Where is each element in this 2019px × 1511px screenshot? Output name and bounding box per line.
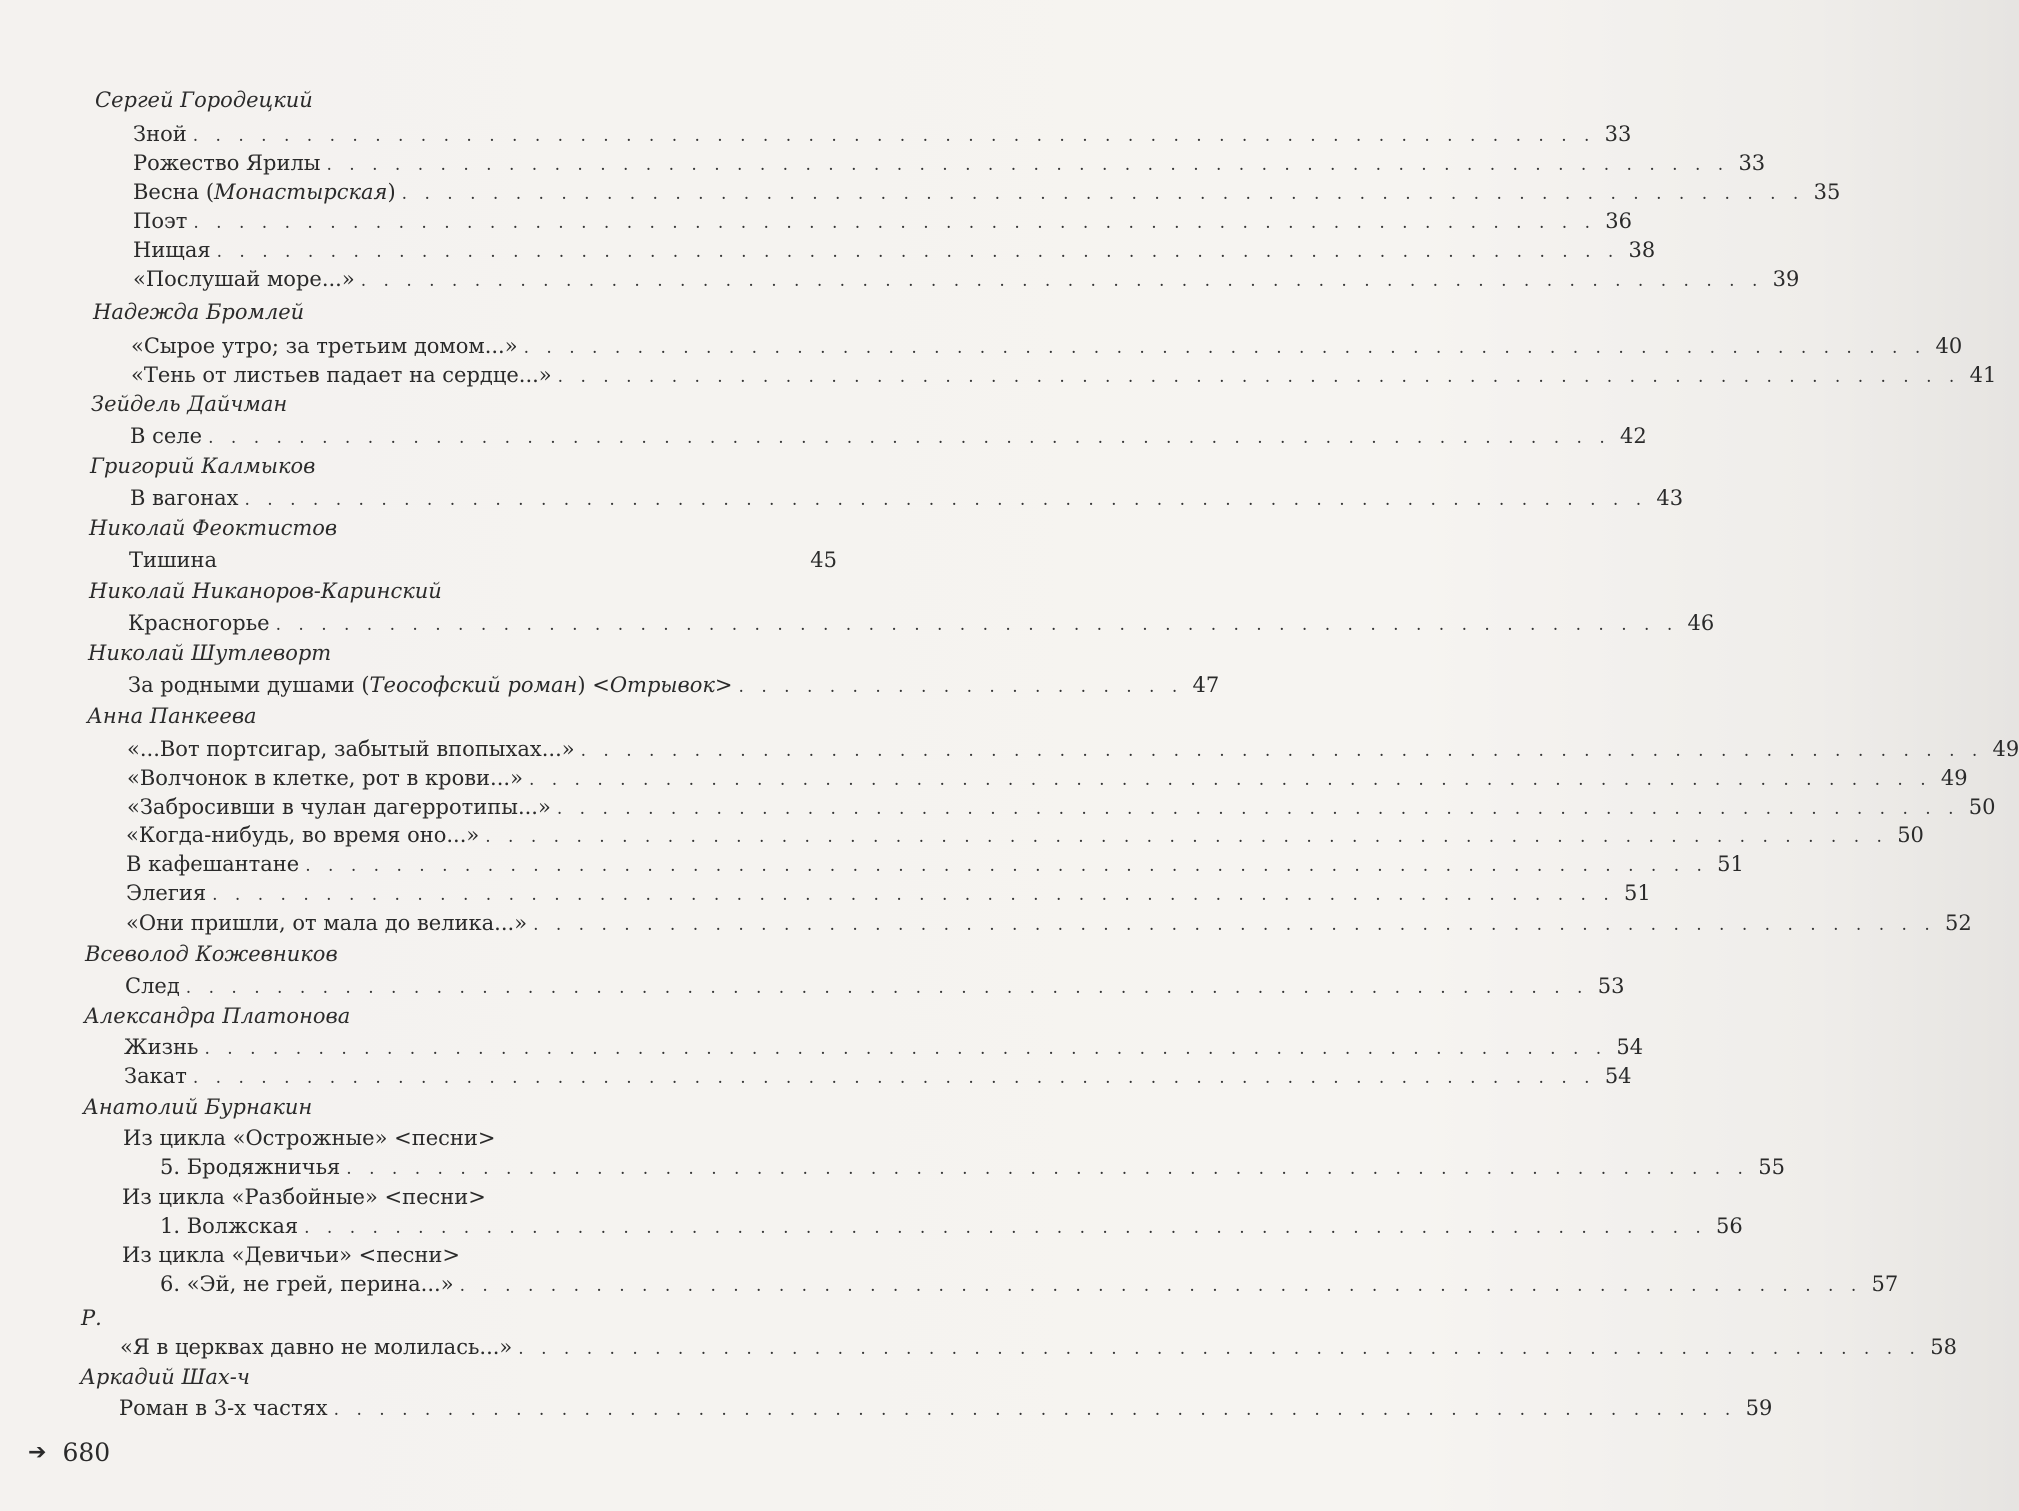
entry-title: Закат	[124, 1064, 187, 1088]
toc-entry	[130, 424, 1647, 448]
entry-title: «Забросивши в чулан дагерротипы...»	[127, 795, 551, 819]
entry-title: Рожество Ярилы	[133, 151, 321, 175]
toc-entry	[129, 548, 837, 572]
entry-page: 57	[1871, 1272, 1899, 1296]
entry-title: 1. Волжская	[160, 1214, 299, 1238]
author-heading: Александра Платонова	[84, 1004, 351, 1028]
dot-leader: . . . . . . . . . . . . . . . . . . . . . . . . . . . . . . . . . . . . . . . . . . . . . . . . . . . . . . . . . . . . . .	[305, 856, 1708, 876]
author-heading: Николай Шутлеворт	[88, 641, 332, 665]
entry-title: За родными душами (Теософский роман) <Отрывок>	[128, 673, 733, 697]
dot-leader: . . . . . . . . . . . . . . . . . . . . . . . . . . . . . . . . . . . . . . . . . . . . . . . . . . . . . . . . . . . . . .	[192, 1068, 1596, 1088]
toc-entry	[133, 151, 1766, 175]
entry-page: 53	[1597, 974, 1625, 998]
dot-leader: . . . . . . . . . . . . . . . . . . . . . . . . . . . . . . . . . . . . . . . . . . . . . . . . . . . . . . . . . . . . . .	[304, 1218, 1707, 1238]
entry-page: 50	[1897, 823, 1924, 847]
author-heading: Аркадий Шах-ч	[80, 1365, 250, 1389]
entry-title: Зной	[133, 122, 187, 146]
entry-title: Поэт	[133, 209, 188, 233]
entry-page: 54	[1604, 1064, 1632, 1088]
dot-leader: . . . . . . . . . . . . . . . . . . . . . . . . . . . . . . . . . . . . . . . . . . . . . . . . . . . . . . . . . . . . . .	[346, 1159, 1749, 1179]
entry-title: «Тень от листьев падает на сердце...»	[131, 363, 552, 387]
toc-entry	[127, 795, 1996, 819]
entry-page: 38	[1628, 238, 1656, 262]
entry-page: 36	[1605, 209, 1633, 233]
entry-title: В вагонах	[130, 486, 239, 510]
entry-title: Роман в 3-х частях	[119, 1396, 328, 1420]
cycle-heading: Из цикла «Разбойные» <песни>	[122, 1185, 486, 1209]
toc-entry	[133, 238, 1656, 262]
author-heading: Всеволод Кожевников	[85, 942, 338, 966]
entry-title: «Я в церквах давно не молилась...»	[120, 1335, 513, 1359]
entry-page: 58	[1930, 1335, 1957, 1359]
entry-page: 49	[1992, 737, 2019, 761]
toc-entry	[126, 911, 1972, 935]
entry-page: 33	[1604, 122, 1632, 146]
toc-entry	[124, 1035, 1644, 1059]
entry-page: 51	[1624, 881, 1651, 905]
toc-entry	[127, 766, 1968, 790]
page-footer	[28, 1438, 110, 1467]
author-heading: Зейдель Дайчман	[91, 392, 288, 416]
entry-page: 47	[1192, 673, 1220, 697]
toc-entry	[128, 611, 1715, 635]
entry-title: Элегия	[126, 881, 207, 905]
entry-title: «...Вот портсигар, забытый впопыхах...»	[127, 737, 575, 761]
dot-leader: . . . . . . . . . . . . . . . . . . . . . . . . . . . . . . . . . . . . . . . . . . . . . . . . . . . . . . . . . . . . . .	[333, 1400, 1737, 1420]
entry-title: «Когда-нибудь, во время оно...»	[126, 823, 480, 847]
dot-leader: . . . . . . . . . . . . . . . . . . . . . . . . . . . . . . . . . . . . . . . . . . . . . . . . . . . . . . . . . . . . . .	[192, 126, 1596, 146]
entry-page: 40	[1935, 334, 1963, 358]
toc-entry	[126, 852, 1744, 876]
entry-page: 33	[1738, 151, 1766, 175]
entry-page: 59	[1745, 1396, 1773, 1420]
entry-title: 6. «Эй, не грей, перина...»	[160, 1272, 454, 1296]
toc-entry	[133, 180, 1841, 204]
dot-leader: . . . . . . . . . . . . . . . . . . . . . . . . . . . . . . . . . . . . . . . . . . . . . . . . . . . . . . . . . . . . . .	[360, 271, 1764, 291]
entry-title: Красногорье	[128, 611, 270, 635]
entry-page: 55	[1758, 1155, 1785, 1179]
dot-leader: . . . . . . . . . . . . . . . . . . . . . . . . . . . . . . . . . . . . . . . . . . . . . . . . . . . . . . . . . . . . . .	[556, 799, 1960, 819]
dot-leader: . . . . . . . . . . . . . . . . . . . . . . . . . . . . . . . . . . . . . . . . . . . . . . . . . . . . . . . . . . . . . .	[557, 367, 1961, 387]
toc-entry	[119, 1396, 1773, 1420]
entry-page: 35	[1813, 180, 1841, 204]
toc-entry	[120, 1335, 1957, 1359]
author-heading: Анатолий Бурнакин	[83, 1095, 313, 1119]
entry-title: Жизнь	[124, 1035, 199, 1059]
author-heading: Р.	[81, 1306, 102, 1330]
dot-leader: . . . . . . . . . . . . . . . . . . . . . . . . . . . . . . . . . . . . . . . . . . . . . . . . . . . . . . . . . . . . . .	[326, 155, 1730, 175]
entry-page: 41	[1969, 363, 1997, 387]
author-heading: Николай Феоктистов	[89, 516, 338, 540]
entry-title: В селе	[130, 424, 203, 448]
author-heading: Сергей Городецкий	[95, 88, 313, 112]
entry-title: «Послушай море...»	[133, 267, 355, 291]
dot-leader: . . . . . . . . . . . . . . . . . . . . . . . . . . . . . . . . . . . . . . . . . . . . . . . . . . . . . . . . . . . . . .	[523, 338, 1927, 358]
entry-title: Весна (Монастырская)	[133, 180, 396, 204]
dot-leader: . . . . . . . . . . . . . . . . . . . . . . . . . . . . . . . . . . . . . . . . . . . . . . . . . . . . . . . . . . . . . .	[185, 978, 1589, 998]
dot-leader: . . . . . . . . . . . . . . . . . . . . . . . . . . . . . . . . . . . . . . . . . . . . . . . . . . . . . . . . . . . . . .	[204, 1039, 1608, 1059]
entry-title: В кафешантане	[126, 852, 300, 876]
entry-title: 5. Бродяжничья	[160, 1155, 341, 1179]
entry-page: 49	[1940, 766, 1968, 790]
dot-leader: . . . . . . . . . . . . . . . . . . . . . . . . . . . . . . . . . . . . . . . . . . . . . . . . . . . . . . . . . . . . . .	[528, 770, 1932, 790]
dot-leader: . . . . . . . . . . . . . . . . . . . .	[738, 677, 1184, 697]
dot-leader: . . . . . . . . . . . . . . . . . . . . . . . . . . . . . . . . . . . . . . . . . . . . . . . . . . . . . . . . . . . . . .	[193, 213, 1597, 233]
author-heading: Надежда Бромлей	[93, 300, 305, 324]
dot-leader: . . . . . . . . . . . . . . . . . . . . . . . . . . . . . . . . . . . . . . . . . . . . . . . . . . . . . . . . . . . . . .	[518, 1339, 1921, 1359]
dot-leader: . . . . . . . . . . . . . . . . . . . . . . . . . . . . . . . . . . . . . . . . . . . . . . . . . . . . . . . . . . . . . .	[459, 1276, 1863, 1296]
author-heading: Анна Панкеева	[87, 704, 257, 728]
author-heading: Николай Никаноров-Каринский	[89, 579, 442, 603]
toc-entry	[126, 881, 1651, 905]
toc-entry	[133, 267, 1800, 291]
author-heading: Григорий Калмыков	[90, 454, 316, 478]
entry-page: 45	[810, 548, 837, 572]
toc-entry	[160, 1214, 1743, 1238]
dot-leader: . . . . . . . . . . . . . . . . . . . . . . . . . . . . . . . . . . . . . . . . . . . . . . . . . . . . . . . . . . . . . .	[580, 741, 1984, 761]
entry-title: «Сырое утро; за третьим домом...»	[131, 334, 518, 358]
entry-page: 42	[1620, 424, 1647, 448]
dot-leader: . . . . . . . . . . . . . . . . . . . . . . . . . . . . . . . . . . . . . . . . . . . . . . . . . . . . . . . . . . . . . .	[401, 184, 1805, 204]
entry-page: 54	[1616, 1035, 1644, 1059]
toc-entry	[160, 1272, 1899, 1296]
entry-title: Нищая	[133, 238, 211, 262]
toc-entry	[133, 122, 1632, 146]
entry-page: 52	[1945, 911, 1972, 935]
dot-leader: . . . . . . . . . . . . . . . . . . . . . . . . . . . . . . . . . . . . . . . . . . . . . . . . . . . . . . . . . . . . . .	[533, 915, 1936, 935]
dot-leader: . . . . . . . . . . . . . . . . . . . . . . . . . . . . . . . . . . . . . . . . . . . . . . . . . . . . . . . . . . . . . .	[275, 615, 1679, 635]
page-number: 680	[62, 1438, 111, 1467]
cycle-heading: Из цикла «Острожные» <песни>	[123, 1126, 496, 1150]
dot-leader: . . . . . . . . . . . . . . . . . . . . . . . . . . . . . . . . . . . . . . . . . . . . . . . . . . . . . . . . . . . . . .	[212, 885, 1615, 905]
arrow-icon: ➔	[28, 1440, 47, 1465]
toc-entry	[127, 737, 2019, 761]
entry-title: Тишина	[129, 548, 218, 572]
toc-entry	[126, 823, 1924, 847]
toc-entry	[128, 673, 1220, 697]
entry-title: «Волчонок в клетке, рот в крови...»	[127, 766, 523, 790]
dot-leader: . . . . . . . . . . . . . . . . . . . . . . . . . . . . . . . . . . . . . . . . . . . . . . . . . . . . . . . . . . . . . .	[485, 827, 1888, 847]
entry-page: 39	[1772, 267, 1800, 291]
toc-entry	[160, 1155, 1785, 1179]
toc-entry	[130, 486, 1684, 510]
toc-entry	[131, 334, 1963, 358]
entry-page: 56	[1716, 1214, 1743, 1238]
entry-page: 43	[1656, 486, 1684, 510]
entry-page: 46	[1687, 611, 1715, 635]
toc-entry	[125, 974, 1625, 998]
dot-leader: . . . . . . . . . . . . . . . . . . . . . . . . . . . . . . . . . . . . . . . . . . . . . . . . . . . . . . . . . . . . . .	[244, 490, 1648, 510]
entry-title: «Они пришли, от мала до велика...»	[126, 911, 528, 935]
toc-entry	[133, 209, 1633, 233]
entry-page: 51	[1717, 852, 1744, 876]
toc-entry	[131, 363, 1997, 387]
dot-leader: . . . . . . . . . . . . . . . . . . . . . . . . . . . . . . . . . . . . . . . . . . . . . . . . . . . . . . . . . . . . . .	[216, 242, 1620, 262]
entry-page: 50	[1968, 795, 1996, 819]
dot-leader: . . . . . . . . . . . . . . . . . . . . . . . . . . . . . . . . . . . . . . . . . . . . . . . . . . . . . . . . . . . . . .	[208, 428, 1611, 448]
cycle-heading: Из цикла «Девичьи» <песни>	[122, 1243, 460, 1267]
entry-title: След	[125, 974, 180, 998]
toc-entry	[124, 1064, 1632, 1088]
